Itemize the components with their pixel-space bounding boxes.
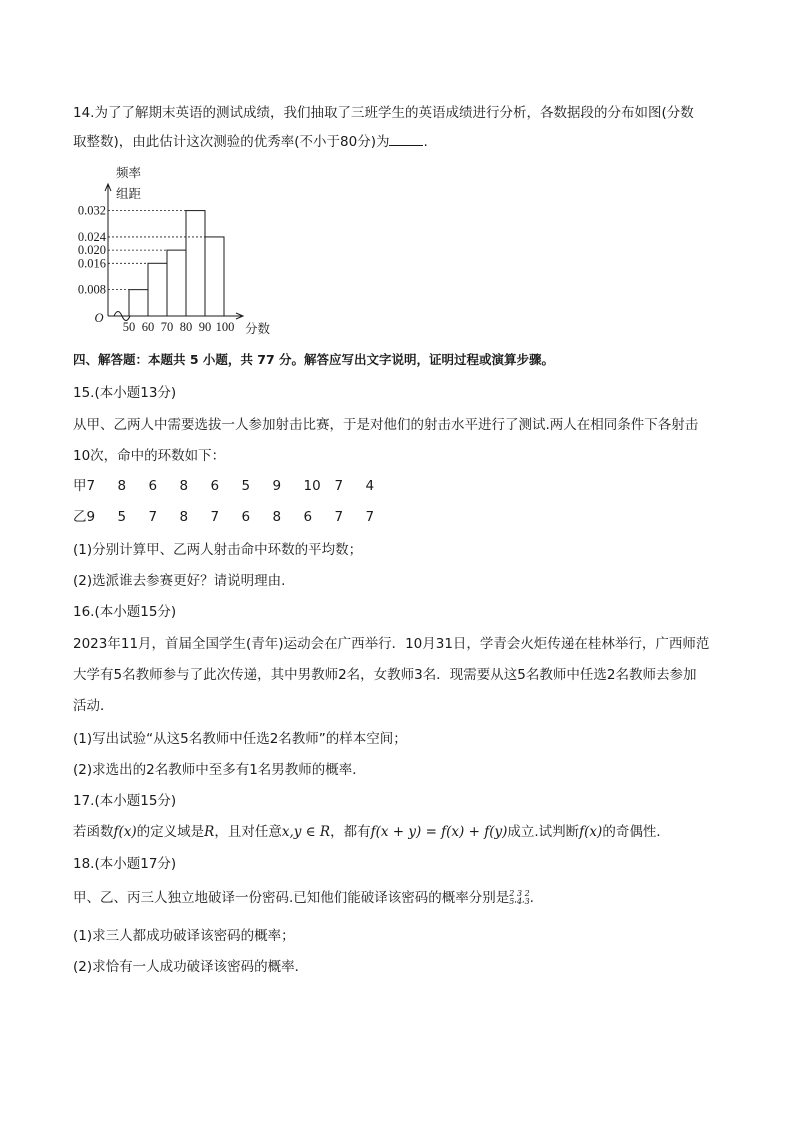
frequency-histogram xyxy=(68,164,288,339)
yi-score: 7 xyxy=(334,509,344,525)
histogram-bar xyxy=(148,263,167,316)
q17-math-4: f(x + y) = f(x) + f(y) xyxy=(370,824,508,840)
y-tick-label: 0.020 xyxy=(77,243,106,258)
q15-header: 15.(本小题13分) xyxy=(73,385,177,401)
q16-line1: 2023年11月，首届全国学生(青年)运动会在广西举行．10月31日，学青会火炬传递在桂林举行，广西师范 xyxy=(73,636,710,652)
q17-text-1: 若函数 xyxy=(73,824,114,840)
fraction-denominator: 4 xyxy=(516,897,523,906)
histogram-bar xyxy=(167,250,186,316)
yi-score: 8 xyxy=(272,509,282,525)
q15-line2: 10次，命中的环数如下： xyxy=(73,448,226,464)
q17-math-2: R xyxy=(204,824,215,840)
q18-part1: (1)求三人都成功破译该密码的概率； xyxy=(73,928,295,944)
yi-score: 7 xyxy=(210,509,220,525)
q14-line2-end: . xyxy=(423,134,428,150)
yi-label: 乙 xyxy=(73,509,87,525)
x-axis-label: 分数 xyxy=(245,321,271,336)
q16-header: 16.(本小题15分) xyxy=(73,604,177,620)
q14-line2 xyxy=(73,133,428,151)
q16-part1: (1)写出试验“从这5名教师中任选2名教师”的样本空间； xyxy=(73,731,407,747)
q15-jia-row xyxy=(73,477,397,495)
fraction-denominator: 3 xyxy=(524,897,530,906)
q18-part2: (2)求恰有一人成功破译该密码的概率． xyxy=(73,959,309,975)
q17-text-5: 成立.试判断 xyxy=(507,824,580,840)
histogram-layer xyxy=(78,165,271,336)
y-tick-label: 0.016 xyxy=(77,256,106,271)
q14-line2-text: 取整数)，由此估计这次测验的优秀率(不小于80分)为 xyxy=(73,134,390,150)
fraction-separator: , xyxy=(514,895,517,904)
histogram-bar xyxy=(205,237,224,316)
q17-body xyxy=(73,823,670,841)
q15-part2: (2)选派谁去参赛更好？请说明理由. xyxy=(73,573,286,589)
fraction-numerator: 2 xyxy=(509,889,515,898)
yi-score: 6 xyxy=(303,509,313,525)
q17-math-5: f(x) xyxy=(579,824,603,840)
x-tick-label: 80 xyxy=(179,320,193,334)
yi-values xyxy=(87,509,397,525)
y-axis-label-bottom: 组距 xyxy=(116,186,142,201)
origin-label: O xyxy=(94,311,104,325)
q17-text-3: ，且对任意 xyxy=(214,824,282,840)
y-tick-label: 0.008 xyxy=(77,282,106,297)
x-tick-label: 70 xyxy=(160,320,174,334)
jia-score: 5 xyxy=(241,478,251,494)
q18-line1-end: . xyxy=(529,890,534,906)
q17-text-4: ，都有 xyxy=(330,824,371,840)
yi-score: 6 xyxy=(241,509,251,525)
q15-yi-row xyxy=(73,508,397,526)
yi-score: 8 xyxy=(179,509,189,525)
histogram-bar xyxy=(129,290,148,316)
yi-score: 9 xyxy=(86,509,96,525)
fraction-numerator: 2 xyxy=(524,889,530,898)
q15-line1: 从甲、乙两人中需要选拔一人参加射击比赛，于是对他们的射击水平进行了测试.两人在相同条件下各射击 xyxy=(73,417,699,433)
q17-math-1: f(x) xyxy=(113,824,137,840)
y-axis-label-top: 频率 xyxy=(116,165,142,180)
q14-line1: 14.为了了解期末英语的测试成绩，我们抽取了三班学生的英语成绩进行分析，各数据段的分布如图(分数 xyxy=(73,105,694,121)
q17-math-3: x,y ∈ R xyxy=(281,824,331,840)
yi-score: 5 xyxy=(117,509,127,525)
probability-fractions xyxy=(509,890,529,906)
yi-score: 7 xyxy=(365,509,375,525)
fraction-denominator: 5 xyxy=(509,897,515,906)
jia-score: 8 xyxy=(117,478,127,494)
jia-score: 7 xyxy=(86,478,96,494)
jia-score: 7 xyxy=(334,478,344,494)
fraction-separator: , xyxy=(522,895,525,904)
y-tick-label: 0.024 xyxy=(77,229,106,244)
q17-text-2: 的定义域是 xyxy=(136,824,205,840)
jia-score: 6 xyxy=(148,478,158,494)
jia-score: 8 xyxy=(179,478,189,494)
x-tick-label: 100 xyxy=(215,320,235,334)
q15-part1: (1)分别计算甲、乙两人射击命中环数的平均数； xyxy=(73,542,363,558)
q18-line1-text: 甲、乙、丙三人独立地破译一份密码.已知他们能破译该密码的概率分别是 xyxy=(73,890,510,906)
q18-header: 18.(本小题17分) xyxy=(73,856,177,872)
q17-header: 17.(本小题15分) xyxy=(73,793,177,809)
q16-line3: 活动． xyxy=(73,698,114,714)
jia-score: 6 xyxy=(210,478,220,494)
q18-line1 xyxy=(73,889,534,909)
x-tick-label: 50 xyxy=(122,320,136,334)
jia-score: 4 xyxy=(365,478,375,494)
q16-part2: (2)求选出的2名教师中至多有1名男教师的概率． xyxy=(73,762,366,778)
jia-score: 9 xyxy=(272,478,282,494)
y-tick-label: 0.032 xyxy=(77,203,106,218)
histogram-bar xyxy=(186,211,205,316)
jia-label: 甲 xyxy=(73,478,87,494)
answer-blank xyxy=(389,133,423,146)
q16-line2: 大学有5名教师参与了此次传递，其中男教师2名，女教师3名．现需要从这5名教师中任选2名教师去参加 xyxy=(73,667,697,683)
x-tick-label: 60 xyxy=(141,320,155,334)
jia-score: 10 xyxy=(303,478,321,494)
yi-score: 7 xyxy=(148,509,158,525)
section-4-heading: 四、解答题：本题共 5 小题，共 77 分。解答应写出文字说明，证明过程或演算步骤。 xyxy=(73,352,555,367)
x-tick-label: 90 xyxy=(198,320,212,334)
jia-values xyxy=(87,478,397,494)
fraction-numerator: 3 xyxy=(516,889,523,898)
q17-text-6: 的奇偶性． xyxy=(602,824,670,840)
